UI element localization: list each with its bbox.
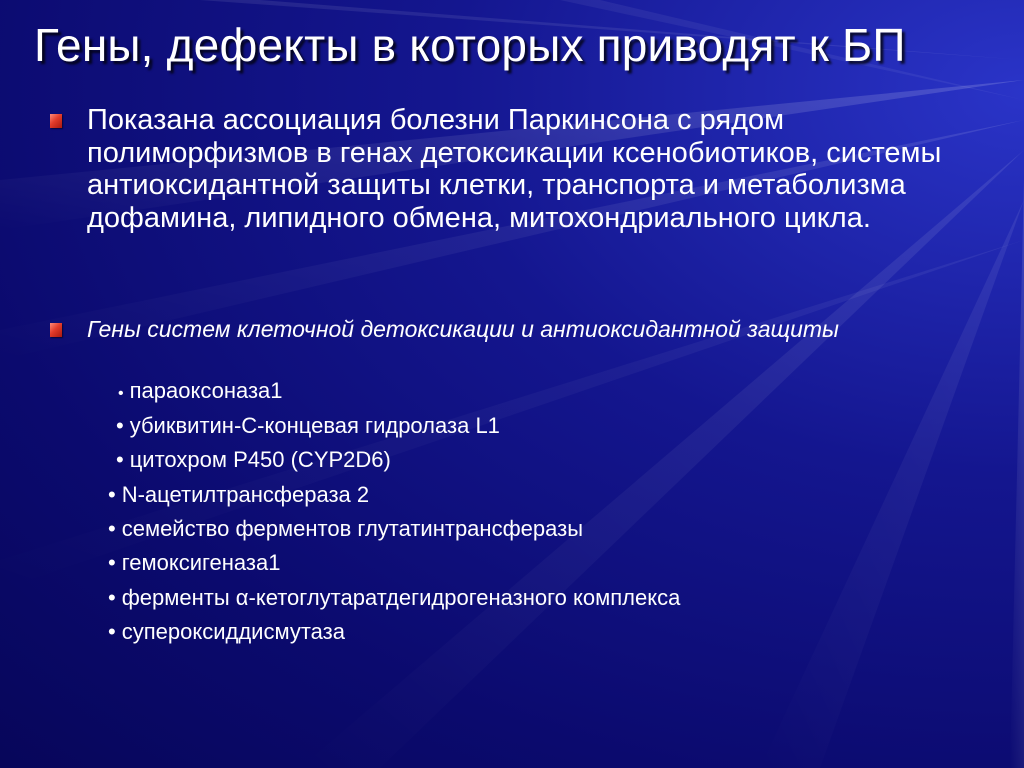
bullet-paragraph-2: Гены систем клеточной детоксикации и антиоксидантной защиты (87, 316, 839, 342)
sub-list-item (108, 619, 345, 645)
slide-title: Гены, дефекты в которых приводят к БП (34, 19, 906, 71)
bullet-square-icon (50, 323, 62, 337)
sub-list-item (116, 447, 391, 473)
sub-list-item (118, 378, 283, 407)
sub-list-item-text: гемоксигеназа1 (121, 550, 281, 575)
sub-list-item-text: убиквитин-С-концевая гидролаза L1 (129, 413, 500, 438)
sub-list-item (108, 550, 280, 576)
sub-list-item (108, 585, 680, 611)
bullet-dot-icon: • (118, 385, 124, 402)
sub-list-item-text: цитохром P450 (CYP2D6) (129, 447, 391, 472)
bullet-square-icon (50, 114, 62, 128)
sub-list-item-text: ферменты α-кетоглутаратдегидрогеназного комплекса (121, 585, 681, 610)
sub-list-item-text: супероксиддисмутаза (121, 619, 345, 644)
sub-list-item (108, 516, 583, 542)
bullet-paragraph-1: Показана ассоциация болезни Паркинсона с рядом полиморфизмов в генах детоксикации ксенобиотиков, системы антиоксидантной защиты клетки, транспорта и метаболизма дофамина, липидного обмена, митохондриального цикла. (87, 104, 942, 234)
sub-list-item-text: N-ацетилтрансфераза 2 (121, 482, 370, 507)
bullet-dot-icon: • (108, 516, 116, 541)
sub-list-item-text: семейство ферментов глутатинтрансферазы (121, 516, 584, 541)
sub-list-item (116, 413, 500, 439)
sub-list-item-text: параоксоназа1 (129, 378, 283, 403)
bullet-dot-icon: • (108, 585, 116, 610)
bullet-dot-icon: • (116, 413, 124, 438)
bullet-dot-icon: • (116, 447, 124, 472)
bullet-dot-icon: • (108, 619, 116, 644)
bullet-dot-icon: • (108, 482, 116, 507)
sub-list-item (108, 482, 369, 508)
bullet-dot-icon: • (108, 550, 116, 575)
